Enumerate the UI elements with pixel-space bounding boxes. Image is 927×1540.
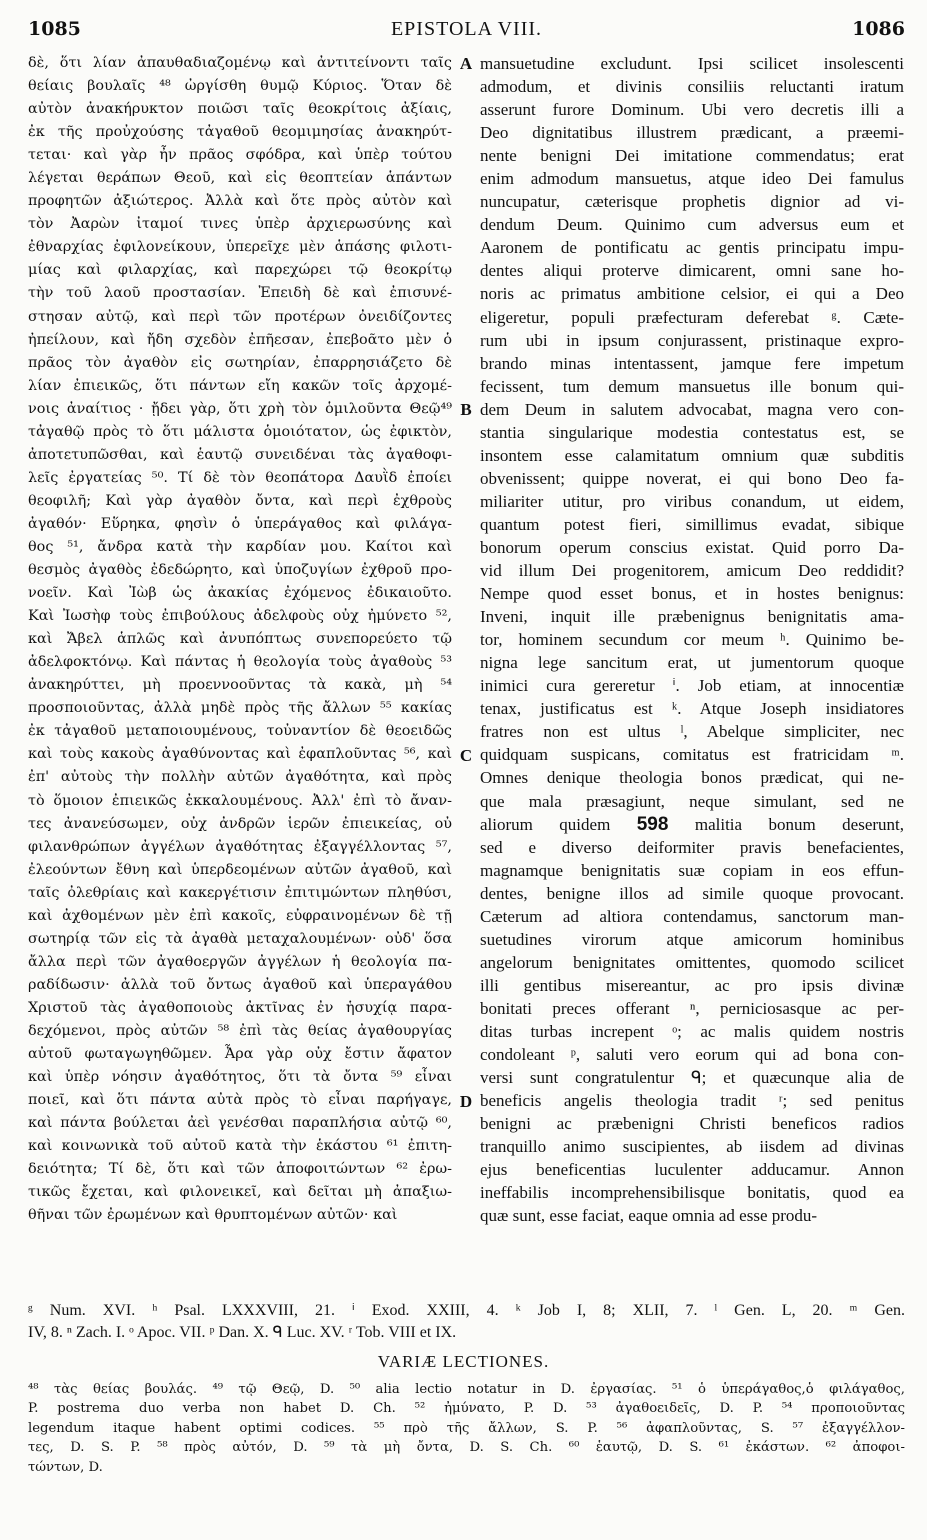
- line-text: rum ubi in ipsum conjurassent, pristinaque expro-: [480, 330, 904, 350]
- line-text: dendum Deum. Quinimo cum adversus eum et: [480, 215, 904, 235]
- line-text: ἠπείλουν, καὶ ἤδη σχεδὸν ἐπῆεσαν, ἐπεβοᾶτο μὲν ὁ: [28, 331, 452, 348]
- footnotes: [28, 1300, 905, 1344]
- line-text: ἐλεούντων ἔθνη καὶ ὑπερδεομένων αὐτῶν ἀγαθοῦ, καὶ: [28, 861, 452, 878]
- line-text: dentes, benigne illos ad simile quoque provocant.: [480, 883, 904, 903]
- line-text: tenax, justificatus est ᵏ. Atque Joseph insidiatores: [480, 699, 904, 719]
- line-text: μίας καὶ φιλαρχίας, καὶ παρεχώρει τῷ θεοκρίτῳ: [28, 262, 452, 279]
- line-text: στησαν αὐτῷ, καὶ περὶ τῶν προτέρων ὀνειδίζοντες: [28, 308, 452, 325]
- line-text: λίαν ἐπιεικῶς, ὅτι πάντων εἴη κακῶν τοῖς ἀρχομέ-: [28, 377, 452, 394]
- line-text: θεσμὸς ἀγαθὸς ἐδεδώρητο, καὶ ὑποζυγίων ἐχθροῦ προ-: [28, 562, 452, 579]
- line-text: καὶ ὑπὲρ νόησιν ἀγαθότητος, ὅτι τὰ ὄντα ⁵⁹ εἶναι: [28, 1069, 452, 1086]
- line-text: αὐτοῦ φωταγωγηθῶμεν. Ἆρα γὰρ οὐχ ἔστιν ἄφατον: [28, 1046, 452, 1063]
- line-text: ἀνακηρύττει, μὴ προεννοοῦντας τὰ κακὰ, μὴ ⁵⁴: [28, 677, 452, 694]
- line-text: Cæterum ad altiora contendamus, sanctorum man-: [480, 906, 904, 926]
- line-text: ἄλλα περὶ τῶν ἀγαθοεργῶν ἀγγέλων ἡ θεολογία πα-: [28, 953, 452, 970]
- line-text: enim admodum mansuetus, atque ideo Dei famulus: [480, 169, 904, 189]
- line-text: illi gentibus misereantur, ac pro ipsis divinæ: [480, 975, 904, 995]
- line-text: ἀγαθόν· Εὕρηκα, φησὶν ὁ ὑπεράγαθος καὶ φιλάγα-: [28, 515, 452, 532]
- line-text: inimici cura gereretur ⁱ. Job etiam, at innocentiæ: [480, 676, 904, 696]
- line-text: ἀποτετυπῶσθαι, καὶ ἑαυτῷ συνειδέναι τὰς ἀγαθοφι-: [28, 446, 452, 463]
- line-text: Omnes denique theologia bonos prædicat, qui ne-: [480, 768, 904, 788]
- line-text: καὶ κοινωνικὰ τοῦ αὐτοῦ κατὰ τὴν ἑκάστου ⁶¹ ἐπιτη-: [28, 1138, 452, 1155]
- page-number-left: 1085: [28, 18, 81, 40]
- line-text: ἐκ τἀγαθοῦ μεταποιουμένους, τοὐναντίον δὲ θεοειδῶς: [28, 723, 452, 740]
- line-text: admodum, et divinis consiliis reluctanti iratum: [480, 77, 904, 97]
- line-text: Aaronem de pontificatu ac gentis principatu impu-: [480, 238, 904, 258]
- line-text: asserunt furore Dominum. Ubi vero decretis illi a: [480, 100, 904, 120]
- line-text: Χριστοῦ τὰς ἀγαθοποιοὺς ἀκτῖνας ἐν ἡσυχίᾳ παρα-: [28, 999, 452, 1016]
- line-text: eligeretur, populi præfecturam deferebat ᵍ. Cæte-: [480, 307, 904, 327]
- line-text: nuncupatur, cæterisque prophetis dignior ad vi-: [480, 192, 904, 212]
- line-text: καὶ πάντα βούλεται ἀεὶ γενέσθαι παραπλήσια αὐτῷ ⁶⁰,: [28, 1115, 452, 1132]
- line-text: θῆναι τῶν ἐρωμένων καὶ θρυπτομένων αὐτῶν· καὶ: [28, 1207, 398, 1224]
- line-text: tranquillo animo suscipientes, ab iisdem ad divinas: [480, 1137, 904, 1157]
- line-text: quidquam suspicans, comitatus est fratricidam ᵐ.: [480, 745, 904, 765]
- line-text: τεται· καὶ γὰρ ἦν πρᾶος σφόδρα, καὶ ὑπὲρ τούτου: [28, 147, 452, 164]
- margin-letter: D: [459, 1091, 473, 1111]
- line-text: benigni ac præbenigni Christi beneficos radios: [480, 1114, 904, 1134]
- line-text: vid illum Dei progenitorem, amicum Deo reddidit?: [480, 561, 904, 581]
- line-text: τὸν Ἀαρὼν ἰταμοί τινες ὑπὲρ ἀρχιερωσύνης καὶ: [28, 216, 452, 233]
- line-text: angelorum benignitates omittentes, quomodo scilicet: [480, 952, 904, 972]
- line-text: θος ⁵¹, ἄνδρα κατὰ τὴν καρδίαν μου. Καίτοι καὶ: [28, 538, 452, 555]
- margin-letter: C: [459, 745, 473, 765]
- line-text: aliorum quidem 598 malitia bonum deserunt,: [480, 813, 904, 835]
- var-line-text: τώντων, D.: [28, 1459, 103, 1475]
- line-text: suetudines virorum atque amicorum hominibus: [480, 929, 904, 949]
- line-text: τὴν τοῦ λαοῦ προστασίαν. Ἐπειδὴ δὲ καὶ ἐπισυνέ-: [28, 285, 452, 302]
- line-text: Deo dignitatibus illustrem prædicant, a præemi-: [480, 123, 904, 143]
- greek-column: [28, 52, 452, 1227]
- var-line-text: P. postrema duo verba non habet D. Ch. ⁵² ἠμύνατο, P. D. ⁵³ ἀγαθοειδεῖς, D. P. ⁵⁴ προποιοῦντας: [28, 1401, 905, 1417]
- line-text: τικῶς ἔχεται, καὶ φιλονεικεῖ, καὶ δεῖται μὴ ἀπαξιω-: [28, 1184, 452, 1201]
- latin-column: [480, 52, 904, 1227]
- line-text: τες ἀνανεύσωμεν, οὐχ ἀνδρῶν ἱερῶν ἐπιεικείας, οὐ: [28, 815, 452, 832]
- line-text: ineffabilis incomprehensibilisque bonitatis, quod ea: [480, 1183, 904, 1203]
- line-text: αὐτὸν ἀνακήρυκτον ποιῶσι ταῖς θεοκρίτοις ἀξίαις,: [28, 101, 452, 118]
- page-header: [28, 18, 905, 46]
- line-text: miliariter utitur, pro viribus conandum, ut eidem,: [480, 491, 904, 511]
- line-text: ποιεῖ, καὶ ὅτι πάντα αὐτὰ πρὸς τὸ εἶναι παρήγαγε,: [28, 1092, 452, 1109]
- var-line-text: ⁴⁸ τὰς θείας βουλάς. ⁴⁹ τῷ Θεῷ, D. ⁵⁰ alia lectio notatur in D. ἐργασίας. ⁵¹ ὁ ὑπεράγαθος,ὁ φιλάγαθος,: [28, 1382, 905, 1397]
- line-text: δειότητα; Τί δὲ, ὅτι καὶ τῶν ἀποφοιτώντων ⁶² ἐρω-: [28, 1161, 452, 1178]
- line-text: quantum potest fieri, simillimus evadat, sibique: [480, 514, 904, 534]
- line-text: Inveni, inquit ille præbenignus benignitatis ama-: [480, 607, 904, 627]
- line-text: nente benigni Dei imitatione commendatus; erat: [480, 146, 904, 166]
- line-text: ejus beneficentias luculenter adducamur. Annon: [480, 1160, 904, 1180]
- line-text: brando minas intentassent, jamque fere impetum: [480, 353, 904, 373]
- line-text: ραδίδωσιν· ἀλλὰ τοῦ ὄντως ἀγαθοῦ καὶ ὑπεραγάθου: [28, 976, 452, 993]
- var-line-text: τες, D. S. P. ⁵⁸ πρὸς αὐτόν, D. ⁵⁹ τὰ μὴ ὄντα, D. S. Ch. ⁶⁰ ἑαυτῷ, D. S. ⁶¹ ἐκάστων. ⁶² ἀποφοι-: [28, 1440, 905, 1456]
- line-text: nigna lege sancitum erat, ut jumentorum quoque: [480, 653, 904, 673]
- page-title: EPISTOLA VIII.: [390, 18, 543, 40]
- line-text: νοις ἀναίτιος · ᾔδει γὰρ, ὅτι χρὴ τὸν ὁμιλοῦντα Θεῷ⁴⁹: [28, 400, 452, 417]
- line-text: bonorum operum conscius existat. Quid porro Da-: [480, 537, 904, 557]
- variae-lectiones-title: VARIÆ LECTIONES.: [377, 1352, 550, 1371]
- line-text: ἐκ τῆς προὐχούσης τἀγαθοῦ θεομιμησίας ἀνακηρύτ-: [28, 124, 452, 141]
- margin-letter: A: [459, 54, 473, 73]
- line-text: tor, hominem secundum cor meum ʰ. Quinimo be-: [480, 630, 904, 650]
- line-text: φιλανθρώπων ἀγγέλων ἀγαθότητας ἐξαγγέλλοντας ⁵⁷,: [28, 838, 452, 855]
- line-text: ταῖς ὀλεθρίαις καὶ κακεργέτισιν ἐπιτιμώντων πληθύσι,: [28, 884, 452, 901]
- line-text: stantia singularique modestia contestatus est, se: [480, 422, 904, 442]
- line-text: λεῖς ἐργατείας ⁵⁰. Τί δὲ τὸν θεοπάτορα Δαυῒδ ἐποίει: [28, 469, 452, 486]
- fn-line-text: IV, 8. ⁿ Zach. I. ᵒ Apoc. VII. ᵖ Dan. X. ᑫ Luc. XV. ʳ Tob. VIII et IX.: [28, 1324, 457, 1341]
- line-text: καὶ Ἄβελ ἁπλῶς καὶ ἀνυπόπτως συνεπορεύετο τῷ: [28, 631, 452, 648]
- line-text: πρᾶος τὸν ἀγαθὸν εἰς σωτηρίαν, ἐπαρρησιάζετο δὲ: [28, 354, 452, 371]
- line-text: fecissent, tum demum mansuetus ille bonum qui-: [480, 376, 904, 396]
- line-text: καὶ ἀχθομένων μὲν ἐπὶ κακοῖς, εὐφραινομένων δὲ τῇ: [28, 907, 452, 924]
- line-text: quæ sunt, esse faciat, eaque omnia ad esse produ-: [480, 1206, 818, 1226]
- line-text: Καὶ Ἰωσὴφ τοὺς ἐπιβούλους ἀδελφοὺς οὐχ ἠμύνετο ⁵²,: [28, 608, 452, 625]
- line-text: σωτηρίᾳ τῶν εἰς τὰ ἀγαθὰ μεταχαλουμένων· οὐδ' ὅσα: [28, 930, 452, 947]
- margin-letter: B: [460, 399, 472, 419]
- line-text: προφητῶν ἀξιώτερος. Ἀλλὰ καὶ ὅτε πρὸς αὐτὸν καὶ: [28, 193, 452, 210]
- line-text: ἐπ' αὐτοὺς τὴν πολλὴν αὐτῶν ἀγαθότητα, καὶ πρὸς: [28, 769, 452, 786]
- line-text: versi sunt congratulentur ᑫ; et quæcunque alia de: [480, 1068, 904, 1088]
- line-text: θείαις βουλαῖς ⁴⁸ ὠργίσθη θυμῷ Κύριος. Ὅταν δὲ: [28, 78, 452, 95]
- line-text: dem Deum in salutem advocabat, magna vero con-: [480, 399, 904, 419]
- line-text: ἀδελφοκτόνῳ. Καὶ πάντας ἡ θεολογία τοὺς ἀγαθοὺς ⁵³: [28, 654, 452, 671]
- line-text: θεοφιλῆ; Καὶ γὰρ ἀγαθὸν ὄντα, καὶ περὶ ἐχθροὺς: [28, 492, 452, 509]
- fn-line-text: ᵍ Num. XVI. ʰ Psal. LXXXVIII, 21. ⁱ Exod. XXIII, 4. ᵏ Job I, 8; XLII, 7. ˡ Gen. L, 20. ᵐ Gen.: [28, 1302, 905, 1319]
- line-text: dentes aliqui proterve dimicarent, omni sane ho-: [480, 261, 904, 281]
- column-number: 598: [636, 813, 669, 835]
- line-text: δὲ, ὅτι λίαν ἀπαυθαδιαζομένῳ καὶ ἀντιτείνοντι ταῖς: [28, 55, 452, 71]
- line-text: fratres non est ultus ˡ, Abelque simpliciter, nec: [480, 722, 904, 742]
- line-text: obvenissent; quippe noverat, ei qui bono Deo fa-: [480, 468, 904, 488]
- line-text: τὸ ὅμοιον ἐπιεικῶς ἐκκαλουμένους. Ἀλλ' ἐπὶ τὸ ἄναν-: [28, 792, 452, 809]
- line-text: bonitati preces offerant ⁿ, perniciosasque ac per-: [480, 998, 904, 1018]
- line-text: ἐθναρχίας ἐφιλονείκουν, ὑπερεῖχε μὲν ἁπάσης φιλοτι-: [28, 239, 452, 256]
- line-text: que mala præsagiunt, neque simulant, sed ne: [480, 791, 904, 811]
- line-text: καὶ τοὺς κακοὺς ἀγαθύνοντας καὶ ἐφαπλοῦντας ⁵⁶, καὶ: [28, 746, 452, 763]
- line-text: noris ac primatus ambitione celsior, ei qui a Deo: [480, 284, 904, 304]
- line-text: beneficis angelis theologia tradit ʳ; sed penitus: [480, 1091, 904, 1111]
- line-text: δεχόμενοι, πρὸς αὐτῶν ⁵⁸ ἐπὶ τὰς θείας ἀγαθουργίας: [28, 1022, 452, 1039]
- line-text: Nempe quod esset bonus, et in hostes benignus:: [480, 584, 904, 604]
- variae-lectiones: [28, 1380, 905, 1477]
- line-text: νοεῖν. Καὶ Ἰὼβ ὡς ἀκακίας ἐχόμενος ἐδικαιοῦτο.: [28, 585, 452, 602]
- line-text: magnamque benignitatis suæ copiam in eos effun-: [480, 860, 904, 880]
- line-text: sed e diverso deiformiter pravis benefacientes,: [480, 837, 904, 857]
- page-number-right: 1086: [852, 18, 905, 40]
- line-text: insontem esse calamitatum omnium quæ subditis: [480, 445, 904, 465]
- line-text: ditas turbas increpent ᵒ; ac malis quidem nostris: [480, 1021, 904, 1041]
- line-text: λέγεται θεράπων Θεοῦ, καὶ εἰς θεοπτείαν ἁπάντων: [28, 170, 452, 187]
- line-text: προσποιοῦντας, ἀλλὰ μηδὲ πρὸς τῆς ἄλλων ⁵⁵ κακίας: [28, 700, 452, 717]
- line-text: τἀγαθῷ πρὸς τὸ ὅτι μάλιστα ὁμοιότατον, ὡς ἐφικτὸν,: [28, 423, 452, 440]
- var-line-text: legendum itaque habent optimi codices. ⁵⁵ πρὸ τῆς ἄλλων, S. P. ⁵⁶ ἀφαπλοῦντας, S. ⁵⁷ ἐξαγγέλλον-: [28, 1420, 905, 1436]
- line-text: mansuetudine excludunt. Ipsi scilicet insolescenti: [480, 54, 904, 73]
- line-text: condoleant ᵖ, saluti vero eorum qui ad bona con-: [480, 1045, 904, 1065]
